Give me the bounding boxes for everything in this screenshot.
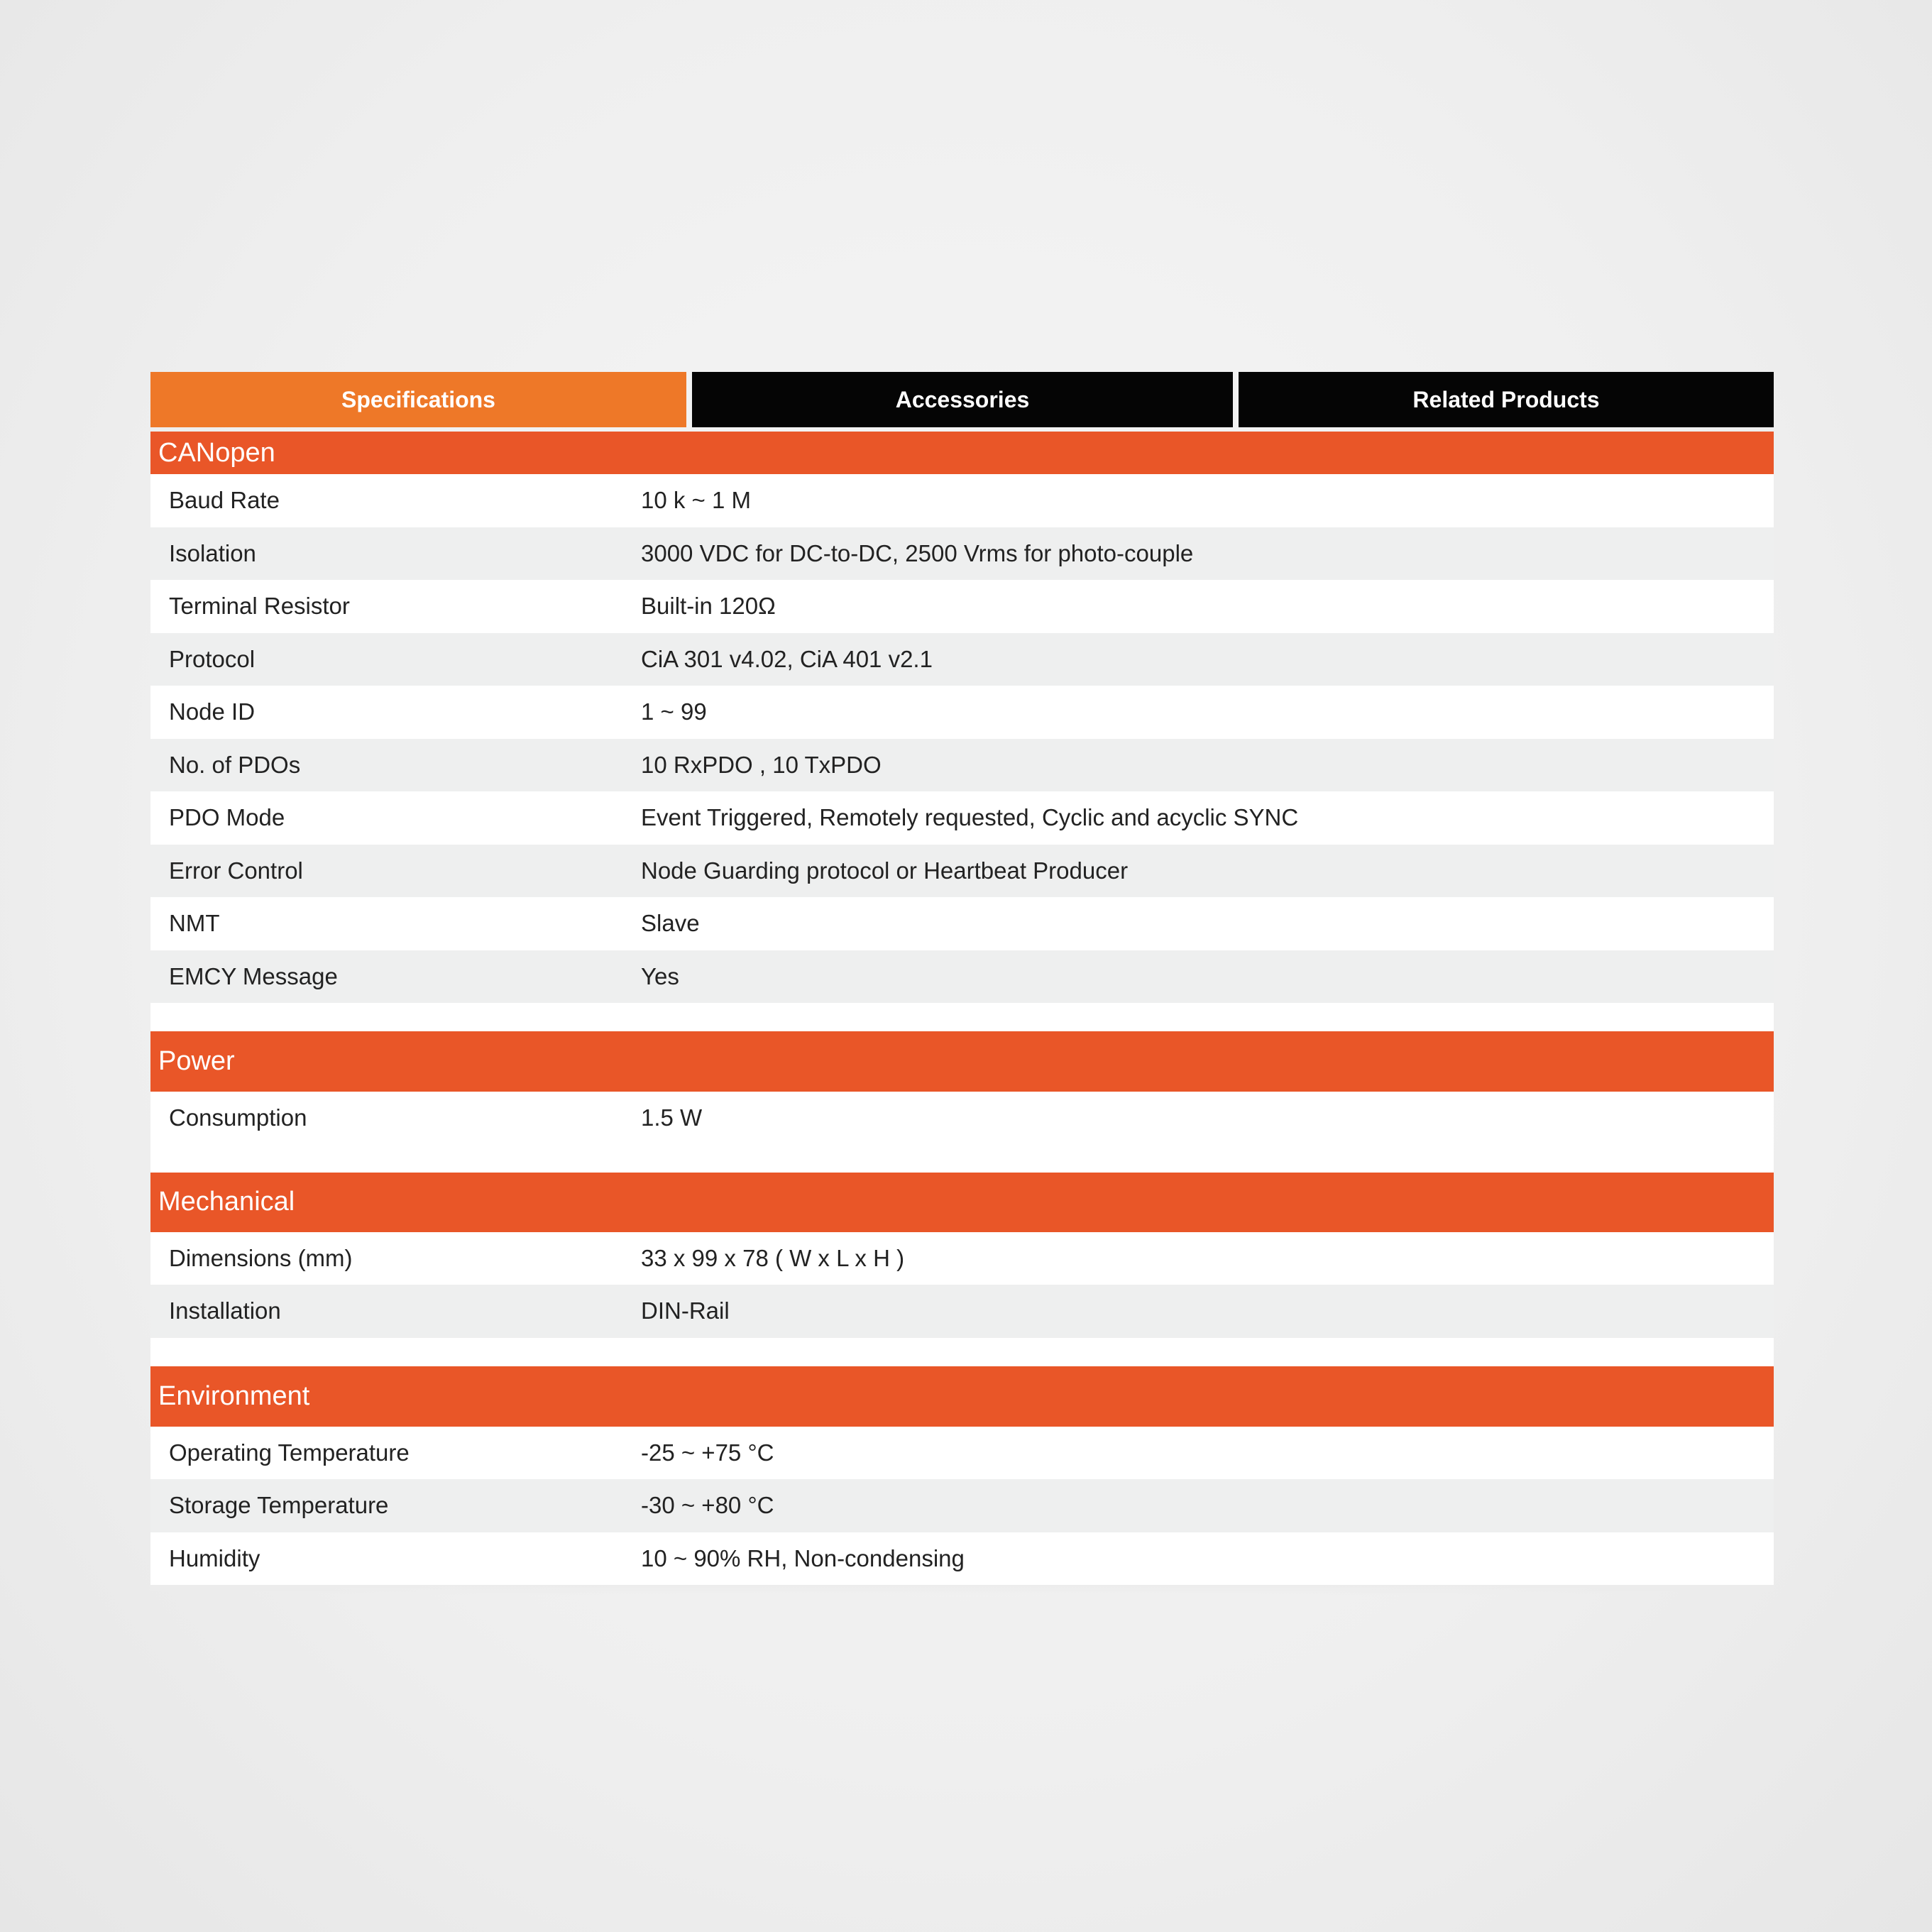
table-row [150, 1092, 1774, 1145]
row-value: -25 ~ +75 °C [641, 1439, 774, 1466]
section-title: Power [150, 1031, 1774, 1092]
table-row [150, 474, 1774, 527]
tab-bar [150, 372, 1774, 427]
row-value: CiA 301 v4.02, CiA 401 v2.1 [641, 645, 933, 672]
section-title: Mechanical [150, 1173, 1774, 1232]
section-canopen [150, 432, 1774, 1031]
table-row [150, 791, 1774, 845]
section-title: CANopen [150, 432, 1774, 474]
section-spacer [150, 1145, 1774, 1173]
tab-specifications[interactable]: Specifications [150, 372, 686, 427]
row-label: EMCY Message [169, 962, 338, 989]
row-label: Storage Temperature [169, 1492, 389, 1519]
table-row [150, 1427, 1774, 1480]
row-label: Error Control [169, 857, 303, 884]
table-row [150, 739, 1774, 792]
table-row [150, 1285, 1774, 1338]
row-label: Humidity [169, 1544, 260, 1571]
section-title: Environment [150, 1366, 1774, 1427]
row-label: Operating Temperature [169, 1439, 410, 1466]
table-row [150, 580, 1774, 633]
row-label: No. of PDOs [169, 751, 301, 778]
row-label: Node ID [169, 698, 256, 725]
tab-related-products[interactable]: Related Products [1239, 372, 1774, 427]
section-environment [150, 1366, 1774, 1586]
row-value: 33 x 99 x 78 ( W x L x H ) [641, 1244, 905, 1271]
section-spacer [150, 1338, 1774, 1366]
row-value: 10 RxPDO , 10 TxPDO [641, 751, 882, 778]
row-label: Consumption [169, 1104, 307, 1131]
row-value: 1.5 W [641, 1104, 703, 1131]
section-mechanical [150, 1173, 1774, 1366]
row-value: Slave [641, 910, 700, 937]
row-value: 1 ~ 99 [641, 698, 707, 725]
table-row [150, 633, 1774, 686]
row-value: 10 ~ 90% RH, Non-condensing [641, 1544, 965, 1571]
table-row [150, 1532, 1774, 1586]
row-label: Installation [169, 1297, 281, 1324]
row-value: DIN-Rail [641, 1297, 730, 1324]
row-value: Yes [641, 962, 679, 989]
row-value: Built-in 120Ω [641, 593, 776, 620]
section-power [150, 1031, 1774, 1173]
table-row [150, 897, 1774, 950]
row-value: 10 k ~ 1 M [641, 487, 751, 514]
row-label: Terminal Resistor [169, 593, 350, 620]
row-value: Node Guarding protocol or Heartbeat Producer [641, 857, 1129, 884]
table-row [150, 527, 1774, 581]
row-label: Protocol [169, 645, 256, 672]
table-row [150, 1232, 1774, 1285]
row-value: 3000 VDC for DC-to-DC, 2500 Vrms for photo-couple [641, 539, 1194, 566]
row-label: Baud Rate [169, 487, 280, 514]
row-value: -30 ~ +80 °C [641, 1492, 774, 1519]
section-spacer [150, 1003, 1774, 1031]
table-row [150, 1479, 1774, 1532]
panel-bottom-edge [150, 1585, 1774, 1595]
table-row [150, 686, 1774, 739]
row-label: Isolation [169, 539, 256, 566]
row-value: Event Triggered, Remotely requested, Cyclic and acyclic SYNC [641, 804, 1299, 831]
table-row [150, 950, 1774, 1004]
row-label: Dimensions (mm) [169, 1244, 353, 1271]
specifications-panel [150, 372, 1774, 1595]
table-row [150, 845, 1774, 898]
row-label: PDO Mode [169, 804, 285, 831]
tab-accessories[interactable]: Accessories [692, 372, 1233, 427]
row-label: NMT [169, 910, 220, 937]
